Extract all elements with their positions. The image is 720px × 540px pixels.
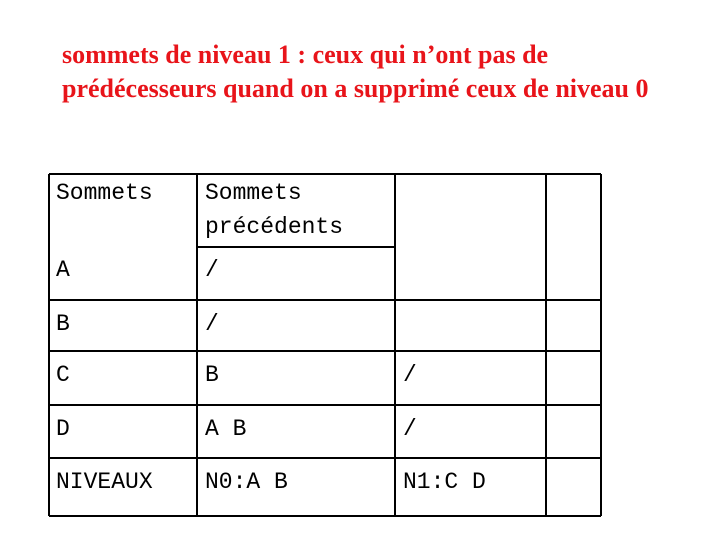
table-cell-predecessors: / — [205, 257, 219, 283]
table-cell-vertex: B — [56, 311, 70, 337]
table-cell-niveaux-label: NIVEAUX — [56, 469, 153, 495]
table-cell-level0: N0:A B — [205, 469, 288, 495]
table-cell-vertex: A — [56, 257, 70, 283]
table-cell-level1-predecessors: / — [403, 416, 417, 442]
slide-title: sommets de niveau 1 : ceux qui n’ont pas de prédécesseurs quand on a supprimé ceux de niveau 0 — [62, 40, 649, 103]
header-sommets: Sommets — [56, 180, 153, 206]
header-sommets-precedents: Sommets précédents — [205, 180, 344, 240]
table-cell-predecessors: / — [205, 311, 219, 337]
table-cell-vertex: D — [56, 416, 70, 442]
table-cell-level1: N1:C D — [403, 469, 486, 495]
table-cell-predecessors: B — [205, 362, 219, 388]
table-cell-vertex: C — [56, 362, 70, 388]
table-cell-level1-predecessors: / — [403, 362, 417, 388]
table-cell-predecessors: A B — [205, 416, 247, 442]
